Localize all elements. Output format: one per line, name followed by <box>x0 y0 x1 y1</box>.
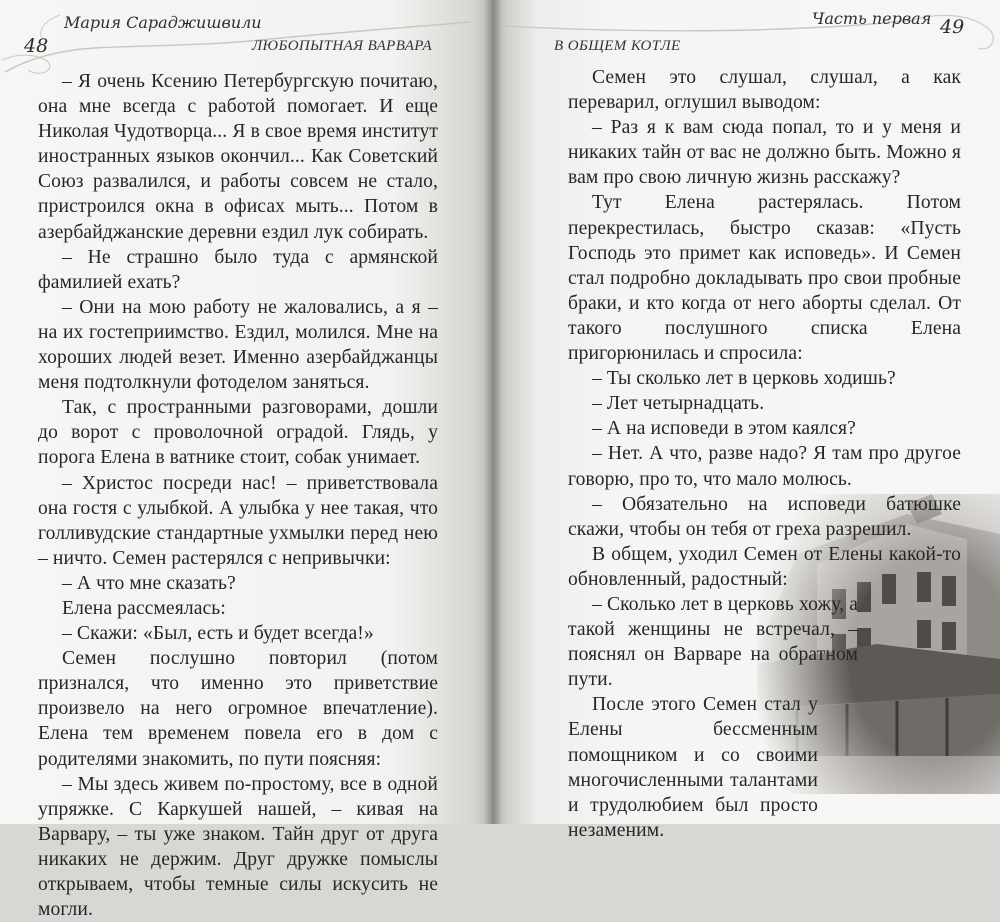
paragraph: – Христос посреди нас! – приветствовала она гостя с улыбкой. А улыбка у нее такая, что голливудские стандартные ухмылки перед нею – ничто. Семен растерялся с непривычки: <box>38 472 438 569</box>
page-number: 49 <box>940 16 965 38</box>
right-body-text <box>568 65 961 843</box>
left-body-text <box>38 69 438 922</box>
paragraph: – Не страшно было туда с армянской фамилией ехать? <box>38 246 438 293</box>
paragraph: – А что мне сказать? <box>62 572 236 594</box>
paragraph: Семен послушно повторил (потом признался, что именно это приветствие произвело на него огромное впечатление). Елена тем временем повела его в дом с родителями знакомить, по пути поясняя: <box>38 648 438 770</box>
paragraph: – А на исповеди в этом каялся? <box>592 418 856 440</box>
paragraph: После этого Семен стал у Елены бессменным помощником и со своими многочисленными талантами и трудолюбием был просто незаменим. <box>568 694 818 841</box>
left-page <box>0 0 492 921</box>
paragraph: Елена рассмеялась: <box>62 597 226 619</box>
paragraph: В общем, уходил Семен от Елены какой-то обновленный, радостный: <box>568 543 961 590</box>
paragraph: Семен это слушал, слушал, а как переварил, оглушил выводом: <box>568 67 961 114</box>
paragraph: – Раз я к вам сюда попал, то и у меня и никаких тайн от вас не должно быть. Можно я вам про свою личную жизнь расскажу? <box>568 117 961 189</box>
paragraph: – Они на мою работу не жаловались, а я – на их гостеприимство. Ездил, молился. Мне на хороших людей везет. Именно азербайджанцы меня подтолкнули фотоделом заняться. <box>38 296 438 394</box>
part-title: Часть первая <box>812 9 932 28</box>
paragraph: Тут Елена растерялась. Потом перекрестилась, быстро сказав: «Пусть Господь это примет как исповедь». И Семен стал подробно докладывать про свои пробные браки, и кто когда от него аборты сделал. От такого послушного списка Елена пригорюнилась и спросила: <box>568 192 961 365</box>
paragraph: – Лет четырнадцать. <box>592 393 765 415</box>
paragraph: – Скажи: «Был, есть и будет всегда!» <box>62 623 374 645</box>
paragraph: – Сколько лет в церковь хожу, а такой женщины не встречал, – пояснял он Варваре на обратном пути. <box>568 593 858 691</box>
paragraph: – Я очень Ксению Петербургскую почитаю, она мне всегда с работой помогает. И еще Николая Чудотворца... Я в свое время институт иностранных языков окончил... Как Советский Союз развалился, и работы совсем не стало, пристроился окна в офисах мыть... Потом в азербайджанские деревни ездил лук собирать. <box>38 71 438 243</box>
running-title: ЛЮБОПЫТНАЯ ВАРВАРА <box>252 38 433 54</box>
running-title: В ОБЩЕМ КОТЛЕ <box>554 38 681 54</box>
paragraph: – Мы здесь живем по-простому, все в одной упряжке. С Каркушей нашей, – кивая на Варвару, – ты уже знаком. Тайн друг от друга никаких не держим. Друг дружке помыслы открываем, чтобы темные силы искусить не могли. <box>38 773 438 921</box>
paragraph: Так, с пространными разговорами, дошли до ворот с проволочной оградой. Глядь, у порога Елена в ватнике стоит, собак унимает. <box>38 397 438 469</box>
paragraph: – Нет. А что, разве надо? Я там про другое говорю, про то, что мало молюсь. <box>568 443 961 490</box>
right-page <box>492 0 1000 841</box>
author-name: Мария Сараджишвили <box>64 13 262 32</box>
page-number: 48 <box>24 35 49 57</box>
paragraph: – Обязательно на исповеди батюшке скажи, чтобы он тебя от греха разрешил. <box>568 493 961 540</box>
book-gutter <box>484 0 502 824</box>
paragraph: – Ты сколько лет в церковь ходишь? <box>592 368 896 390</box>
